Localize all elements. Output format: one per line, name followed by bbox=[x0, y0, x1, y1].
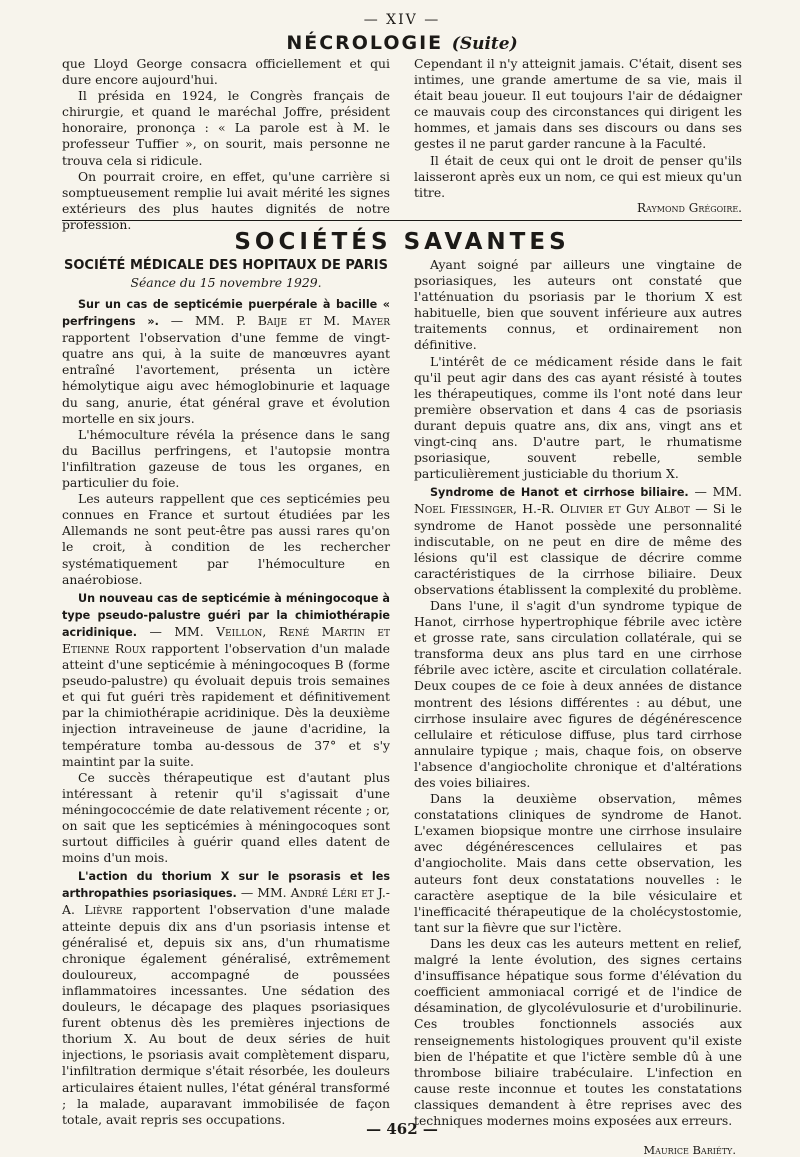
necro-paragraph: Cependant il n'y atteignit jamais. C'était, disent ses intimes, une grande amertume de sa vie, mais il était beau joueur. Il eut toujours l'air de dédaigner ce mauvais coup des circonstances qui dirigent les hommes, et jamais dans ses discours ou dans ses gestes il ne parut garder rancune à la Faculté. bbox=[414, 56, 742, 152]
article-title: Un nouveau cas de septicémie à méningocoque à type pseudo-palustre guéri par la chimiothérapie acridinique. bbox=[62, 591, 390, 639]
society-title: SOCIÉTÉ MÉDICALE DES HOPITAUX DE PARIS bbox=[64, 258, 388, 273]
societes-right-column bbox=[414, 257, 742, 1157]
session-date: Séance du 15 novembre 1929. bbox=[130, 275, 322, 290]
article-paragraph: L'hémoculture révéla la présence dans le sang du Bacillus perfringens, et l'autopsie montra l'infiltration gazeuse de tous les organes, en particulier du foie. bbox=[62, 426, 390, 491]
article-lead: Un nouveau cas de septicémie à méningocoque à type pseudo-palustre guéri par la chimiothérapie acridinique. — MM. Veillon, René Martin et Etienne Roux rapportent l'observation d'un malade atteint d'une septicémie à méningocoques B (forme pseudo-palustre) qu évoluait depuis trois semaines et qui fut guéri très rapidement et définitivement par la chimiothérapie acridinique. Dès la deuxième injection intraveineuse de jaune d'acridine, la température tomba au-dessous de 37° et s'y maintint par la suite. bbox=[62, 591, 390, 769]
folio-bottom: — 462 — bbox=[366, 1120, 438, 1138]
article-authors: MM. Veillon, René Martin et Etienne Roux bbox=[62, 623, 390, 656]
article-paragraph: L'intérêt de ce médicament réside dans le fait qu'il peut agir dans des cas ayant résisté à toutes les thérapeutiques, comme ils l'ont noté dans leur première observation et dans 4 cas de psoriasis durant depuis quatre ans, dix ans, vingt ans et vingt-cinq ans. D'autre part, le rhumatisme psoriasique, souvent rebelle, semble particulièrement justiciable du thorium X. bbox=[414, 353, 742, 482]
section-heading bbox=[62, 30, 742, 56]
folio-top: — XIV — bbox=[363, 12, 441, 28]
necro-paragraph: Il était de ceux qui ont le droit de penser qu'ils laisseront après eux un nom, ce qui est mieux qu'un titre. bbox=[414, 152, 742, 200]
article-body: Si le syndrome de Hanot possède une personnalité indiscutable, on ne peut en dire de même des lésions qu'il est classique de décrire comme caractéristiques de la cirrhose biliaire. Deux observations établissent la complexité du problème. bbox=[414, 501, 742, 597]
necrology-left-column bbox=[62, 56, 390, 232]
article-lead: Sur un cas de septicémie puerpérale à bacille « perfringens ». — MM. P. Baije et M. Mayer rapportent l'observation d'une femme de vingt-quatre ans qui, à la suite de manœuvres ayant entraîné l'avortement, présenta un ictère hémolytique aigu avec hémoglobinurie et laquage du sang, anurie, état général grave et évolution mortelle en six jours. bbox=[62, 298, 390, 426]
article-title: L'action du thorium X sur le psorasis et les arthropathies psoriasiques. bbox=[62, 870, 390, 901]
article-authors: MM. Noel Fiessinger, H.-R. Olivier et Guy Albot bbox=[414, 484, 742, 517]
article-body: rapportent l'observation d'une femme de vingt-quatre ans qui, à la suite de manœuvres ayant entraîné l'avortement, présenta un ictère hémolytique aigu avec hémoglobinurie et laquage du sang, anurie, état général grave et évolution mortelle en six jours. bbox=[62, 330, 390, 426]
necro-paragraph: que Lloyd George consacra officiellement et qui dure encore aujourd'hui. bbox=[62, 56, 390, 88]
article-paragraph: Ayant soigné par ailleurs une vingtaine de psoriasiques, les auteurs ont constaté que l'atténuation du psoriasis par le thorium X est habituelle, bien que souvent inférieure aux autres traitements connus, et ordinairement non définitive. bbox=[414, 257, 742, 353]
necro-signature: Raymond Grégoire. bbox=[637, 200, 742, 215]
final-signature: Maurice Bariéty. bbox=[643, 1143, 736, 1157]
section-title: NÉCROLOGIE bbox=[286, 32, 444, 54]
article-lead: Syndrome de Hanot et cirrhose biliaire. — MM. Noel Fiessinger, H.-R. Olivier et Guy Albot — Si le syndrome de Hanot possède une personnalité indiscutable, on ne peut en dire de même des lésions qu'il est classique de décrire comme caractéristiques de la cirrhose biliaire. Deux observations établissent la complexité du problème. bbox=[414, 484, 742, 597]
article-paragraph: Dans l'une, il s'agit d'un syndrome typique de Hanot, cirrhose hypertrophique fébrile avec ictère et grosse rate, sans circulation collatérale, qui se transforma deux ans plus tard en une cirrhose fébrile avec ictère, ascite et circulation collatérale. Deux coupes de ce foie à deux années de distance montrent des lésions différentes : au début, une cirrhose insulaire avec figures de dégénérescence cellulaire et réticulose diffuse, plus tard cirrhose annulaire typique ; mais, chaque fois, on observe l'absence d'angiocholite chronique et d'altérations des voies biliaires. bbox=[414, 597, 742, 790]
article-body: rapportent l'observation d'un malade atteint d'une septicémie à méningocoques B (forme pseudo-palustre) qu évoluait depuis trois semaines et qui fut guéri très rapidement et définitivement par la chimiothérapie acridinique. Dès la deuxième injection intraveineuse de jaune d'acridine, la température tomba au-dessous de 37° et s'y maintint par la suite. bbox=[62, 640, 390, 769]
page bbox=[62, 10, 742, 1157]
banner-title: SOCIÉTÉS SAVANTES bbox=[234, 229, 570, 255]
article-title: Sur un cas de septicémie puerpérale à bacille « perfringens ». bbox=[62, 298, 390, 329]
societes-columns bbox=[62, 257, 742, 1157]
article-paragraph: Ce succès thérapeutique est d'autant plus intéressant à retenir qu'il s'agissait d'une méningococcémie de date relativement récente ; or, on sait que les septicémies à méningocoques sont surtout difficiles à guérir quand elles datent de moins d'un mois. bbox=[62, 769, 390, 866]
societes-left-column bbox=[62, 257, 390, 1157]
necro-paragraph: Il présida en 1924, le Congrès français de chirurgie, et quand le maréchal Joffre, président honoraire, prononça : « La parole est à M. le professeur Tuffier », on sourit, mais personne ne trouva cela si ridicule. bbox=[62, 88, 390, 168]
article-body: rapportent l'observation d'une malade atteinte depuis dix ans d'un psoriasis intense et généralisé et, depuis six ans, d'un rhumatisme chronique également généralisé, extrêmement douloureux, accompagné de poussées inflammatoires incessantes. Une sédation des douleurs, le décapage des plaques psoriasiques furent obtenus dès les premières injections de thorium X. Au bout de deux séries de huit injections, le psoriasis avait complètement disparu, l'infiltration dermique s'était résorbée, les douleurs articulaires étaient nulles, l'état général transformé ; la malade, auparavant immobilisée de façon totale, avait repris ses occupations. bbox=[62, 902, 390, 1127]
article-paragraph: Dans les deux cas les auteurs mettent en relief, malgré la lente évolution, des signes certains d'insuffisance hépatique sous forme d'élévation du coefficient ammoniacal corrigé et de l'indice de désamination, de glycolévulosurie et d'urobilinurie. Ces troubles fonctionnels associés aux renseignements histologiques prouvent qu'il existe bien de l'hépatite et que l'ictère semble dû à une thrombose biliaire trabéculaire. L'infection en cause reste inconnue et toutes les constatations classiques demandent à être reprises avec des techniques modernes moins exposées aux erreurs. bbox=[414, 935, 742, 1128]
article-title: Syndrome de Hanot et cirrhose biliaire. bbox=[430, 486, 689, 500]
necrology-columns bbox=[62, 56, 742, 232]
article-authors: MM. André Léri et J.-A. Lièvre bbox=[62, 885, 390, 918]
article-paragraph: Les auteurs rappellent que ces septicémies peu connues en France et surtout étudiées par les Allemands ne sont peut-être pas aussi rares qu'on le croit, à condition de les rechercher systématiquement par l'hémoculture en anaérobiose. bbox=[62, 491, 390, 587]
necro-paragraph: On pourrait croire, en effet, qu'une carrière si somptueusement remplie lui avait mérité les signes extérieurs des plus hautes dignités de notre profession. bbox=[62, 168, 390, 232]
necrology-right-column bbox=[414, 56, 742, 214]
section-suite: (Suite) bbox=[451, 34, 518, 54]
article-paragraph: Dans la deuxième observation, mêmes constatations cliniques de syndrome de Hanot. L'examen biopsique montre une cirrhose insulaire avec dégénérescences cellulaires et pas d'angiocholite. Mais dans cette observation, les auteurs font deux constatations nouvelles : le caractère aseptique de la bile vésiculaire et l'inefficacité thérapeutique de la cholécystostomie, tant sur la fièvre que sur l'ictère. bbox=[414, 791, 742, 935]
article-lead: L'action du thorium X sur le psorasis et les arthropathies psoriasiques. — MM. André Léri et J.-A. Lièvre rapportent l'observation d'une malade atteinte depuis dix ans d'un psoriasis intense et généralisé et, depuis six ans, d'un rhumatisme chronique également généralisé, extrêmement douloureux, accompagné de poussées inflammatoires incessantes. Une sédation des douleurs, le décapage des plaques psoriasiques furent obtenus dès les premières injections de thorium X. Au bout de deux séries de huit injections, le psoriasis avait complètement disparu, l'infiltration dermique s'était résorbée, les douleurs articulaires étaient nulles, l'état général transformé ; la malade, auparavant immobilisée de façon totale, avait repris ses occupations. bbox=[62, 870, 390, 1127]
article-authors: MM. P. Baije et M. Mayer bbox=[194, 313, 390, 329]
